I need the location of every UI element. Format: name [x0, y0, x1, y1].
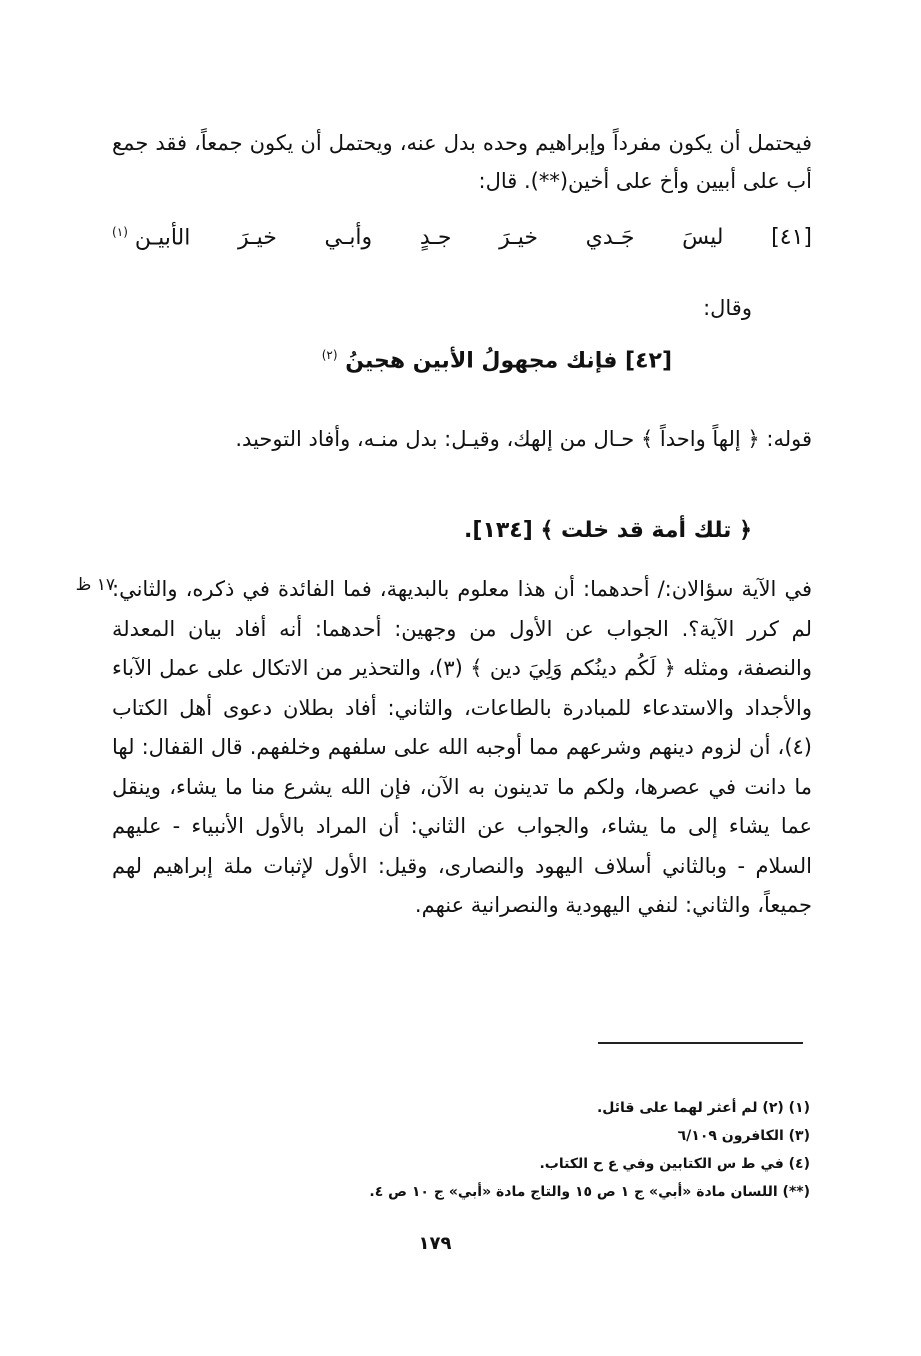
verse-41-word: جـدٍ [419, 225, 452, 250]
footnote-item: (**) اللسان مادة «أبي» ج ١ ص ١٥ والتاج مادة «أبي» ج ١٠ ص ٤. [369, 1184, 810, 1200]
footnotes [230, 1094, 810, 1206]
verse-41-word: خيـرَ [499, 225, 538, 250]
paragraph-intro: فيحتمل أن يكون مفرداً وإبراهيم وحده بدل عنه، ويحتمل أن يكون جمعاً، فقد جمع أب على أبيين وأخ على أخين(**). قال: [112, 131, 812, 193]
verse-41-word: الأبيـن $^{(١)}$ [112, 225, 191, 251]
footnote-divider [598, 1042, 803, 1044]
verse-heading-134: ﴿ تلك أمة قد خلت ﴾ [١٣٤]. [464, 518, 752, 543]
footnote-ref: (١) [112, 225, 128, 239]
verse-42 [112, 348, 672, 373]
verse-41-number: [٤١] [771, 225, 812, 250]
verse-41-word: خيـرَ [238, 225, 277, 250]
footnote-item: (١) (٢) لم أعثر لهما على قائل. [596, 1100, 810, 1116]
verse-41-word: وأبـي [324, 225, 373, 250]
footnote-item: (٤) في ط س الكتابين وفي ع ح الكتاب. [539, 1156, 810, 1172]
margin-folio-note: ١٧ ظ [75, 575, 115, 595]
page-number: ١٧٩ [418, 1233, 452, 1254]
footnote-ref: (٢) [321, 348, 338, 362]
verse-42-text: [٤٢] فإنك مجهولُ الأبين هجينُ [345, 348, 672, 374]
paragraph-commentary: في الآية سؤالان:/ أحدهما: أن هذا معلوم بالبديهة، فما الفائدة في ذكره، والثاني: لم كرر الآية؟. الجواب عن الأول من وجهين: أحدهما: أنه أفاد بيان المعدلة والنصفة، ومثله ﴿ لَكُم دينُكم وَلِيَ دين ﴾ (٣)، والتحذير من الاتكال على عمل الآباء والأجداد والاستدعاء للمبادرة بالطاعات، والثاني: أفاد بطلان دعوى أهل الكتاب (٤)، أن لزوم دينهم وشرعهم مما أوجبه الله على سلفهم وخلفهم. قال القفال: لها ما دانت في عصرها، ولكم ما تدينون به الآن، فإن الله يشرع منا ما يشاء، وينقل عما يشاء إلى ما يشاء، والجواب عن الثاني: أن المراد بالأول الأنبياء - عليهم السلام - وبالثاني أسلاف اليهود والنصارى، وقيل: الأول لإثبات ملة إبراهيم لهم جميعاً، والثاني: لنفي اليهودية والنصرانية عنهم. [112, 577, 812, 917]
qal-label: وقال: [703, 296, 752, 320]
footnote-item: (٣) الكافرون ٦/١٠٩ [677, 1128, 810, 1144]
paragraph-tawhid: قوله: ﴿ إلهاً واحداً ﴾ حـال من إلهك، وقيـل: بدل منـه، وأفاد التوحيد. [235, 427, 812, 451]
verse-41-word: ليسَ [682, 225, 724, 250]
verse-41-word: جَـدي [585, 225, 635, 250]
verse-41 [112, 225, 812, 250]
